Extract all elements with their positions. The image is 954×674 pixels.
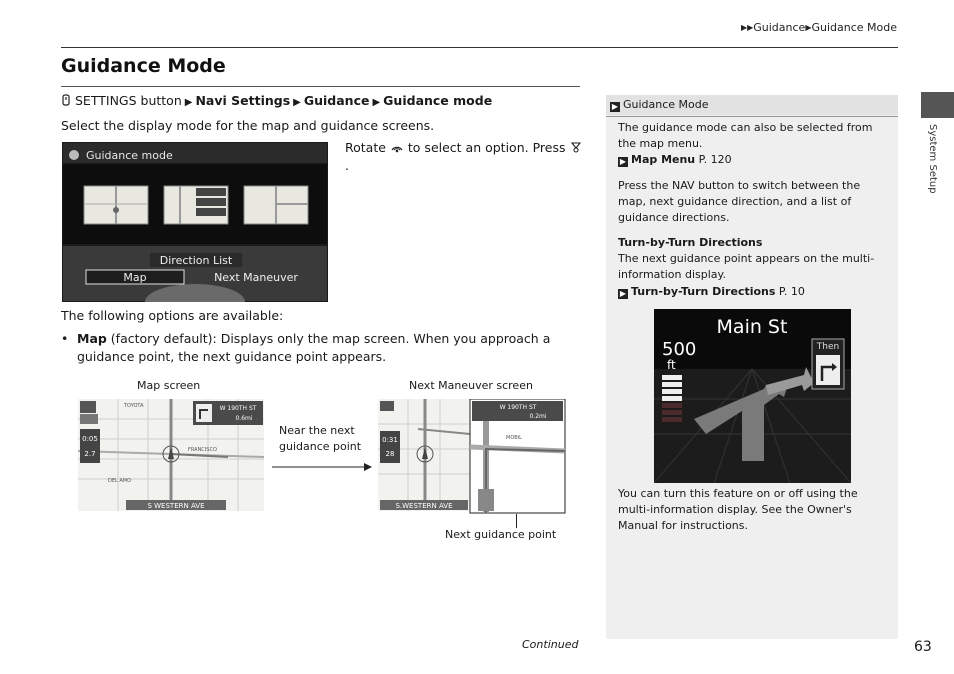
press-dial-icon (569, 141, 583, 153)
street-sign: W 190TH ST (219, 405, 257, 412)
path-item: Navi Settings (195, 93, 291, 108)
title-rule (61, 86, 580, 87)
option-map (61, 330, 561, 366)
reference-icon: ▶ (619, 289, 627, 298)
display-then: Then (816, 342, 840, 352)
breadcrumb-item: Guidance Mode (811, 21, 897, 34)
callout-line (516, 514, 517, 528)
menu-path: SETTINGS button ▶ Navi Settings ▶ Guidance ▶ Guidance mode (61, 93, 492, 108)
rotate-instruction (345, 139, 585, 175)
page-number: 63 (914, 639, 932, 655)
rotate-text-a: Rotate (345, 140, 386, 155)
menu-next-maneuver: Next Maneuver (214, 271, 298, 284)
ref-page: P. 10 (775, 285, 805, 298)
sidebar-paragraph: The next guidance point appears on the multi-information display. (618, 252, 875, 281)
display-unit: ft (667, 358, 676, 372)
map-label: TOYOTA (124, 403, 144, 409)
eta-value: 0:31 (382, 436, 398, 444)
rotate-text-c: . (345, 158, 349, 173)
screen-title: Guidance mode (86, 149, 173, 162)
rotate-text-b: to select an option. Press (407, 140, 566, 155)
thumb-list (164, 186, 228, 224)
sidebar-reference[interactable] (618, 284, 880, 300)
gear-icon (69, 150, 79, 160)
distance-to-turn: 0.2mi (529, 413, 547, 420)
page-title: Guidance Mode (61, 55, 226, 77)
sidebar-rule (606, 116, 898, 117)
ref-page: P. 120 (695, 153, 732, 166)
section-label: System Setup (927, 124, 938, 194)
sidebar-paragraph: Press the NAV button to switch between the map, next guidance direction, and a list of guidance directions. (618, 179, 861, 224)
intro-text: Select the display mode for the map and guidance screens. (61, 118, 435, 133)
menu-map: Map (123, 271, 147, 284)
options-intro: The following options are available: (61, 308, 284, 323)
sidebar-paragraph: The guidance mode can also be selected from the map menu. (618, 121, 873, 150)
breadcrumb: ▶▶Guidance▶Guidance Mode (740, 21, 897, 34)
sidebar-title (610, 98, 709, 112)
sidebar-reference[interactable] (618, 152, 880, 168)
sidebar-heading: Turn-by-Turn Directions (618, 236, 763, 249)
map-label: DEL AMO (108, 478, 132, 484)
section-tab (921, 92, 954, 118)
distance-bar-icon (662, 375, 682, 422)
next-maneuver-caption: Next Maneuver screen (409, 379, 533, 392)
option-description: (factory default): Displays only the map screen. When you approach a guidance point, the next guidance point appears. (77, 331, 551, 364)
current-street: S WESTERN AVE (147, 502, 205, 510)
distance-value: 2.7 (84, 450, 96, 458)
path-start: SETTINGS button (75, 93, 182, 108)
display-street: Main St (716, 316, 788, 338)
next-guidance-point-caption: Next guidance point (445, 528, 557, 541)
distance-value: 28 (385, 450, 395, 458)
reference-icon: ▶ (611, 102, 619, 111)
breadcrumb-item: Guidance (753, 21, 806, 34)
ref-link[interactable]: Turn-by-Turn Directions (631, 285, 776, 298)
distance-to-turn: 0.6mi (235, 415, 253, 422)
next-maneuver-image (378, 399, 566, 514)
reference-icon: ▶ (619, 157, 627, 166)
path-item: Guidance mode (383, 93, 493, 108)
continued-label: Continued (522, 638, 579, 651)
option-term: Map (77, 331, 107, 346)
transition-arrow (272, 461, 372, 473)
path-item: Guidance (303, 93, 370, 108)
map-label: FRANCISCO (188, 447, 217, 453)
street-sign: W 190TH ST (499, 404, 537, 411)
multi-info-display-image (654, 309, 851, 483)
thumb-map (84, 186, 148, 224)
interface-dial-icon (390, 141, 404, 153)
eta-value: 0:05 (82, 435, 98, 443)
menu-direction-list: Direction List (159, 254, 233, 267)
thumb-maneuver (244, 186, 308, 224)
map-label: MOBIL (506, 435, 522, 441)
ref-link[interactable]: Map Menu (631, 153, 696, 166)
map-screen-caption: Map screen (137, 379, 201, 392)
sidebar-paragraph: You can turn this feature on or off using the multi-information display. See the Owner's Manual for instructions. (618, 487, 858, 532)
bullet-dot: • (61, 331, 69, 346)
header-rule (61, 47, 898, 48)
current-street: S.WESTERN AVE (395, 502, 453, 510)
home-icon (61, 94, 71, 106)
near-caption-line2: guidance point (279, 440, 362, 453)
map-screen-image (78, 399, 264, 511)
sidebar-title-text: Guidance Mode (623, 98, 709, 111)
near-caption-line1: Near the next (279, 424, 355, 437)
guidance-mode-screen (62, 142, 328, 302)
display-distance: 500 (662, 339, 697, 360)
